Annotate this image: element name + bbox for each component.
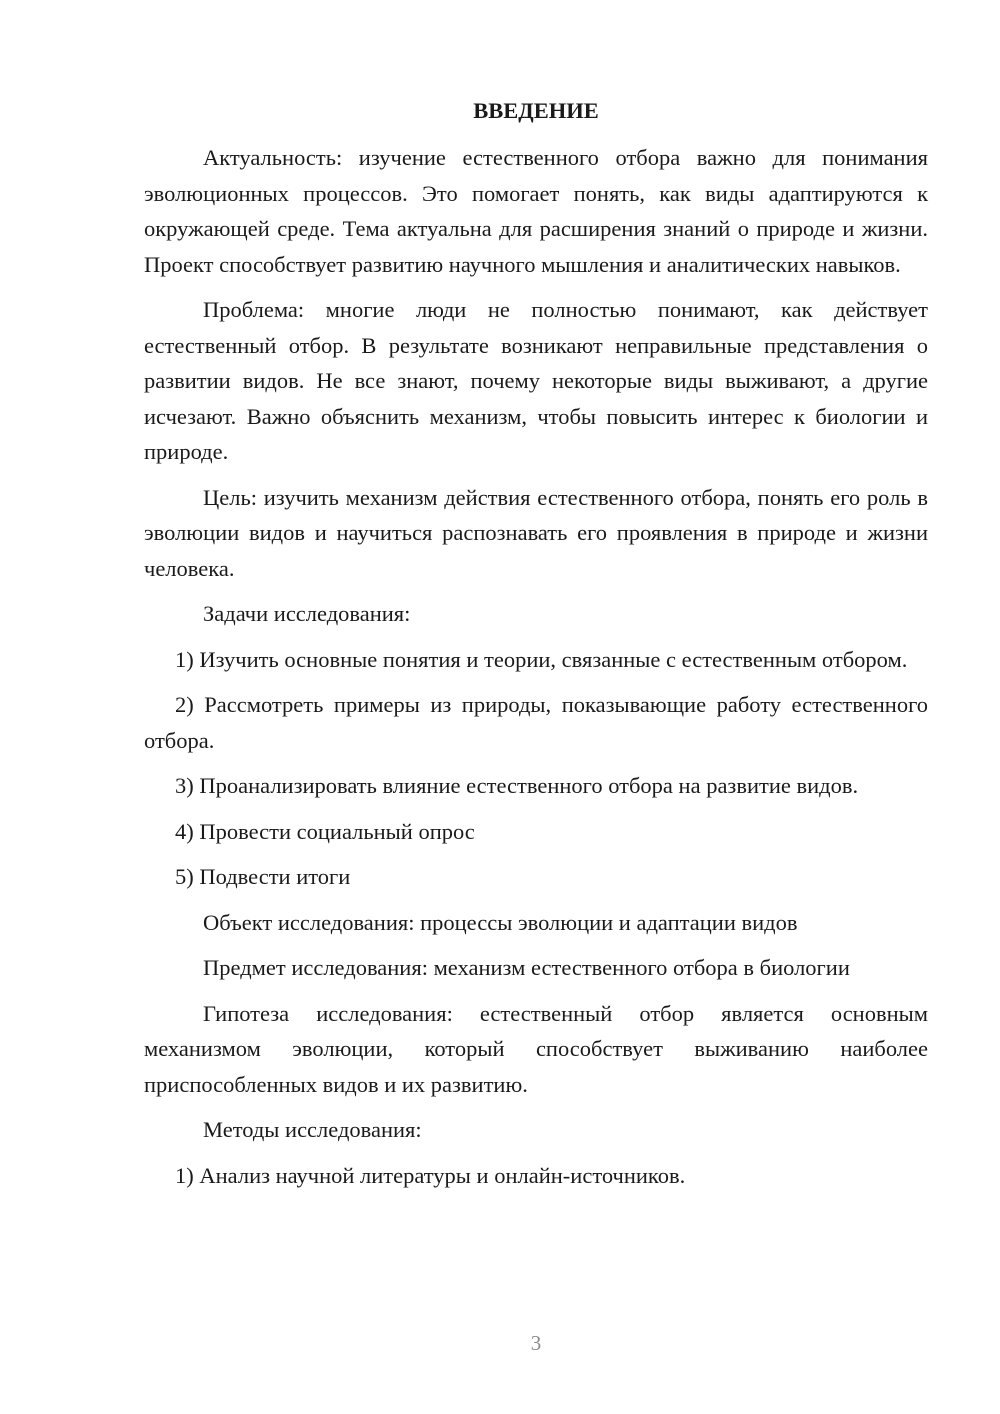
- list-item-task-5: 5) Подвести итоги: [175, 864, 351, 889]
- page-number: 3: [530, 1331, 542, 1355]
- paragraph-object: Объект исследования: процессы эволюции и адаптации видов: [203, 909, 798, 935]
- list-item-method-1: 1) Анализ научной литературы и онлайн-источников.: [175, 1162, 686, 1188]
- list-item-task-3: 3) Проанализировать влияние естественного отбора на развитие видов.: [175, 773, 859, 798]
- paragraph-goal: Цель: изучить механизм действия естественного отбора, понять его роль в эволюции видов и научиться распознавать его проявления в природе и жизни человека.: [144, 484, 928, 581]
- paragraph-hypothesis: Гипотеза исследования: естественный отбор является основным механизмом эволюции, который способствует выживанию наиболее приспособленных видов и их развитию.: [144, 1000, 928, 1097]
- page-title: ВВЕДЕНИЕ: [473, 98, 599, 123]
- list-item-task-4: 4) Провести социальный опрос: [175, 818, 475, 844]
- paragraph-problem: Проблема: многие люди не полностью понимают, как действует естественный отбор. В результате возникают неправильные представления о развитии видов. Не все знают, почему некоторые виды выживают, а другие исчезают. Важно объяснить механизм, чтобы повысить интерес к биологии и природе.: [144, 297, 928, 464]
- paragraph-methods-heading: Методы исследования:: [203, 1117, 422, 1142]
- paragraph-relevance: Актуальность: изучение естественного отбора важно для понимания эволюционных процессов. Это помогает понять, как виды адаптируются к окружающей среде. Тема актуальна для расширения знаний о природе и жизни. Проект способствует развитию научного мышления и аналитических навыков.: [144, 145, 928, 277]
- list-item-task-1: 1) Изучить основные понятия и теории, связанные с естественным отбором.: [175, 646, 908, 672]
- document-body: [144, 93, 928, 1203]
- paragraph-tasks-heading: Задачи исследования:: [203, 601, 411, 626]
- paragraph-subject: Предмет исследования: механизм естественного отбора в биологии: [203, 955, 850, 980]
- list-item-task-2: 2) Рассмотреть примеры из природы, показывающие работу естественного отбора.: [144, 692, 928, 753]
